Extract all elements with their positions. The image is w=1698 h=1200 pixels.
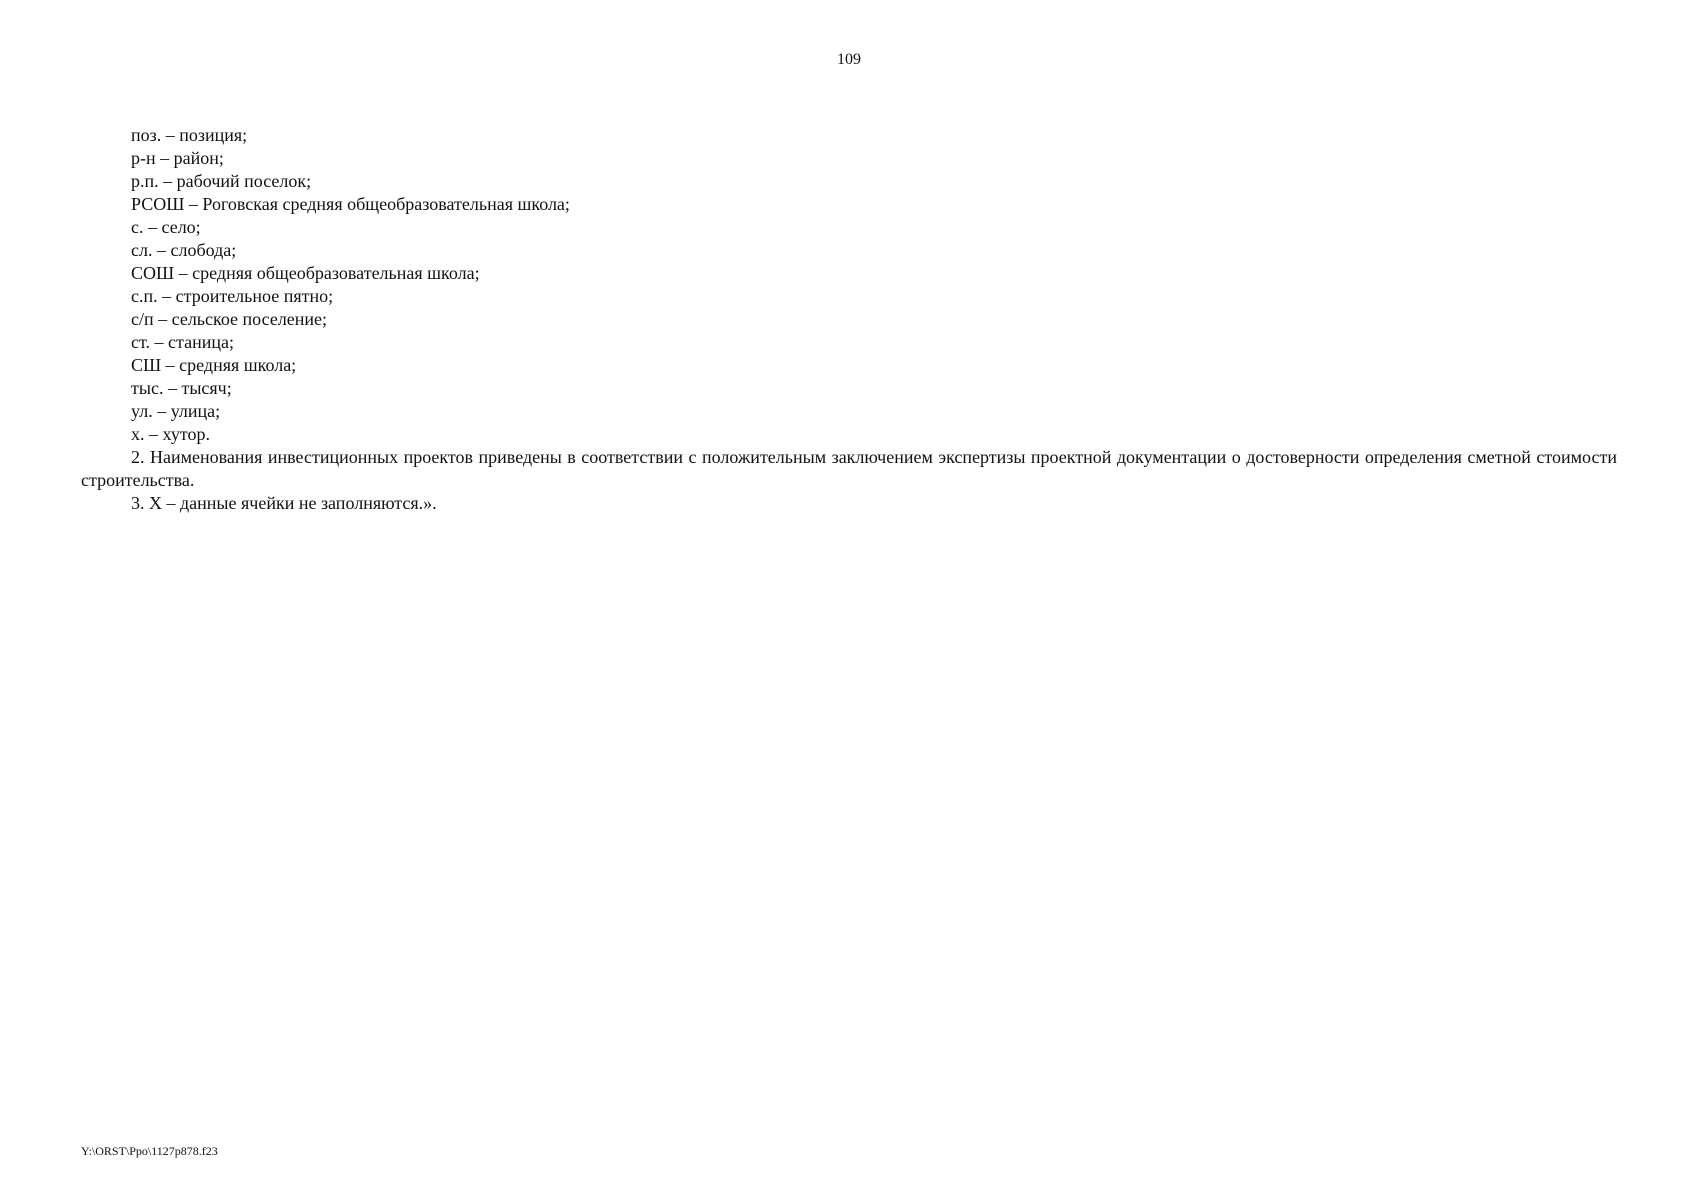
abbreviation-item: с.п. – строительное пятно; — [131, 286, 334, 306]
abbreviation-item: х. – хутор. — [131, 424, 210, 444]
abbreviation-item: с/п – сельское поселение; — [131, 309, 328, 329]
abbreviation-item: СШ – средняя школа; — [131, 355, 297, 375]
note-3-paragraph: 3. Х – данные ячейки не заполняются.». — [131, 493, 437, 513]
abbreviation-item: РСОШ – Роговская средняя общеобразовательная школа; — [131, 194, 570, 214]
abbreviation-list — [81, 124, 1617, 446]
abbreviation-item: с. – село; — [131, 217, 201, 237]
abbreviation-item: поз. – позиция; — [131, 125, 248, 145]
abbreviation-item: ст. – станица; — [131, 332, 234, 352]
document-body — [81, 124, 1617, 515]
abbreviation-item: р-н – район; — [131, 148, 224, 168]
page-number: 109 — [837, 51, 861, 68]
abbreviation-item: СОШ – средняя общеобразовательная школа; — [131, 263, 480, 283]
abbreviation-item: ул. – улица; — [131, 401, 221, 421]
abbreviation-item: тыс. – тысяч; — [131, 378, 232, 398]
note-2-paragraph: 2. Наименования инвестиционных проектов приведены в соответствии с положительным заключением экспертизы проектной документации о достоверности определения сметной стоимости строительства. — [81, 447, 1617, 490]
abbreviation-item: р.п. – рабочий поселок; — [131, 171, 312, 191]
footer-file-path: Y:\ORST\Ppo\1127p878.f23 — [81, 1144, 218, 1158]
abbreviation-item: сл. – слобода; — [131, 240, 237, 260]
